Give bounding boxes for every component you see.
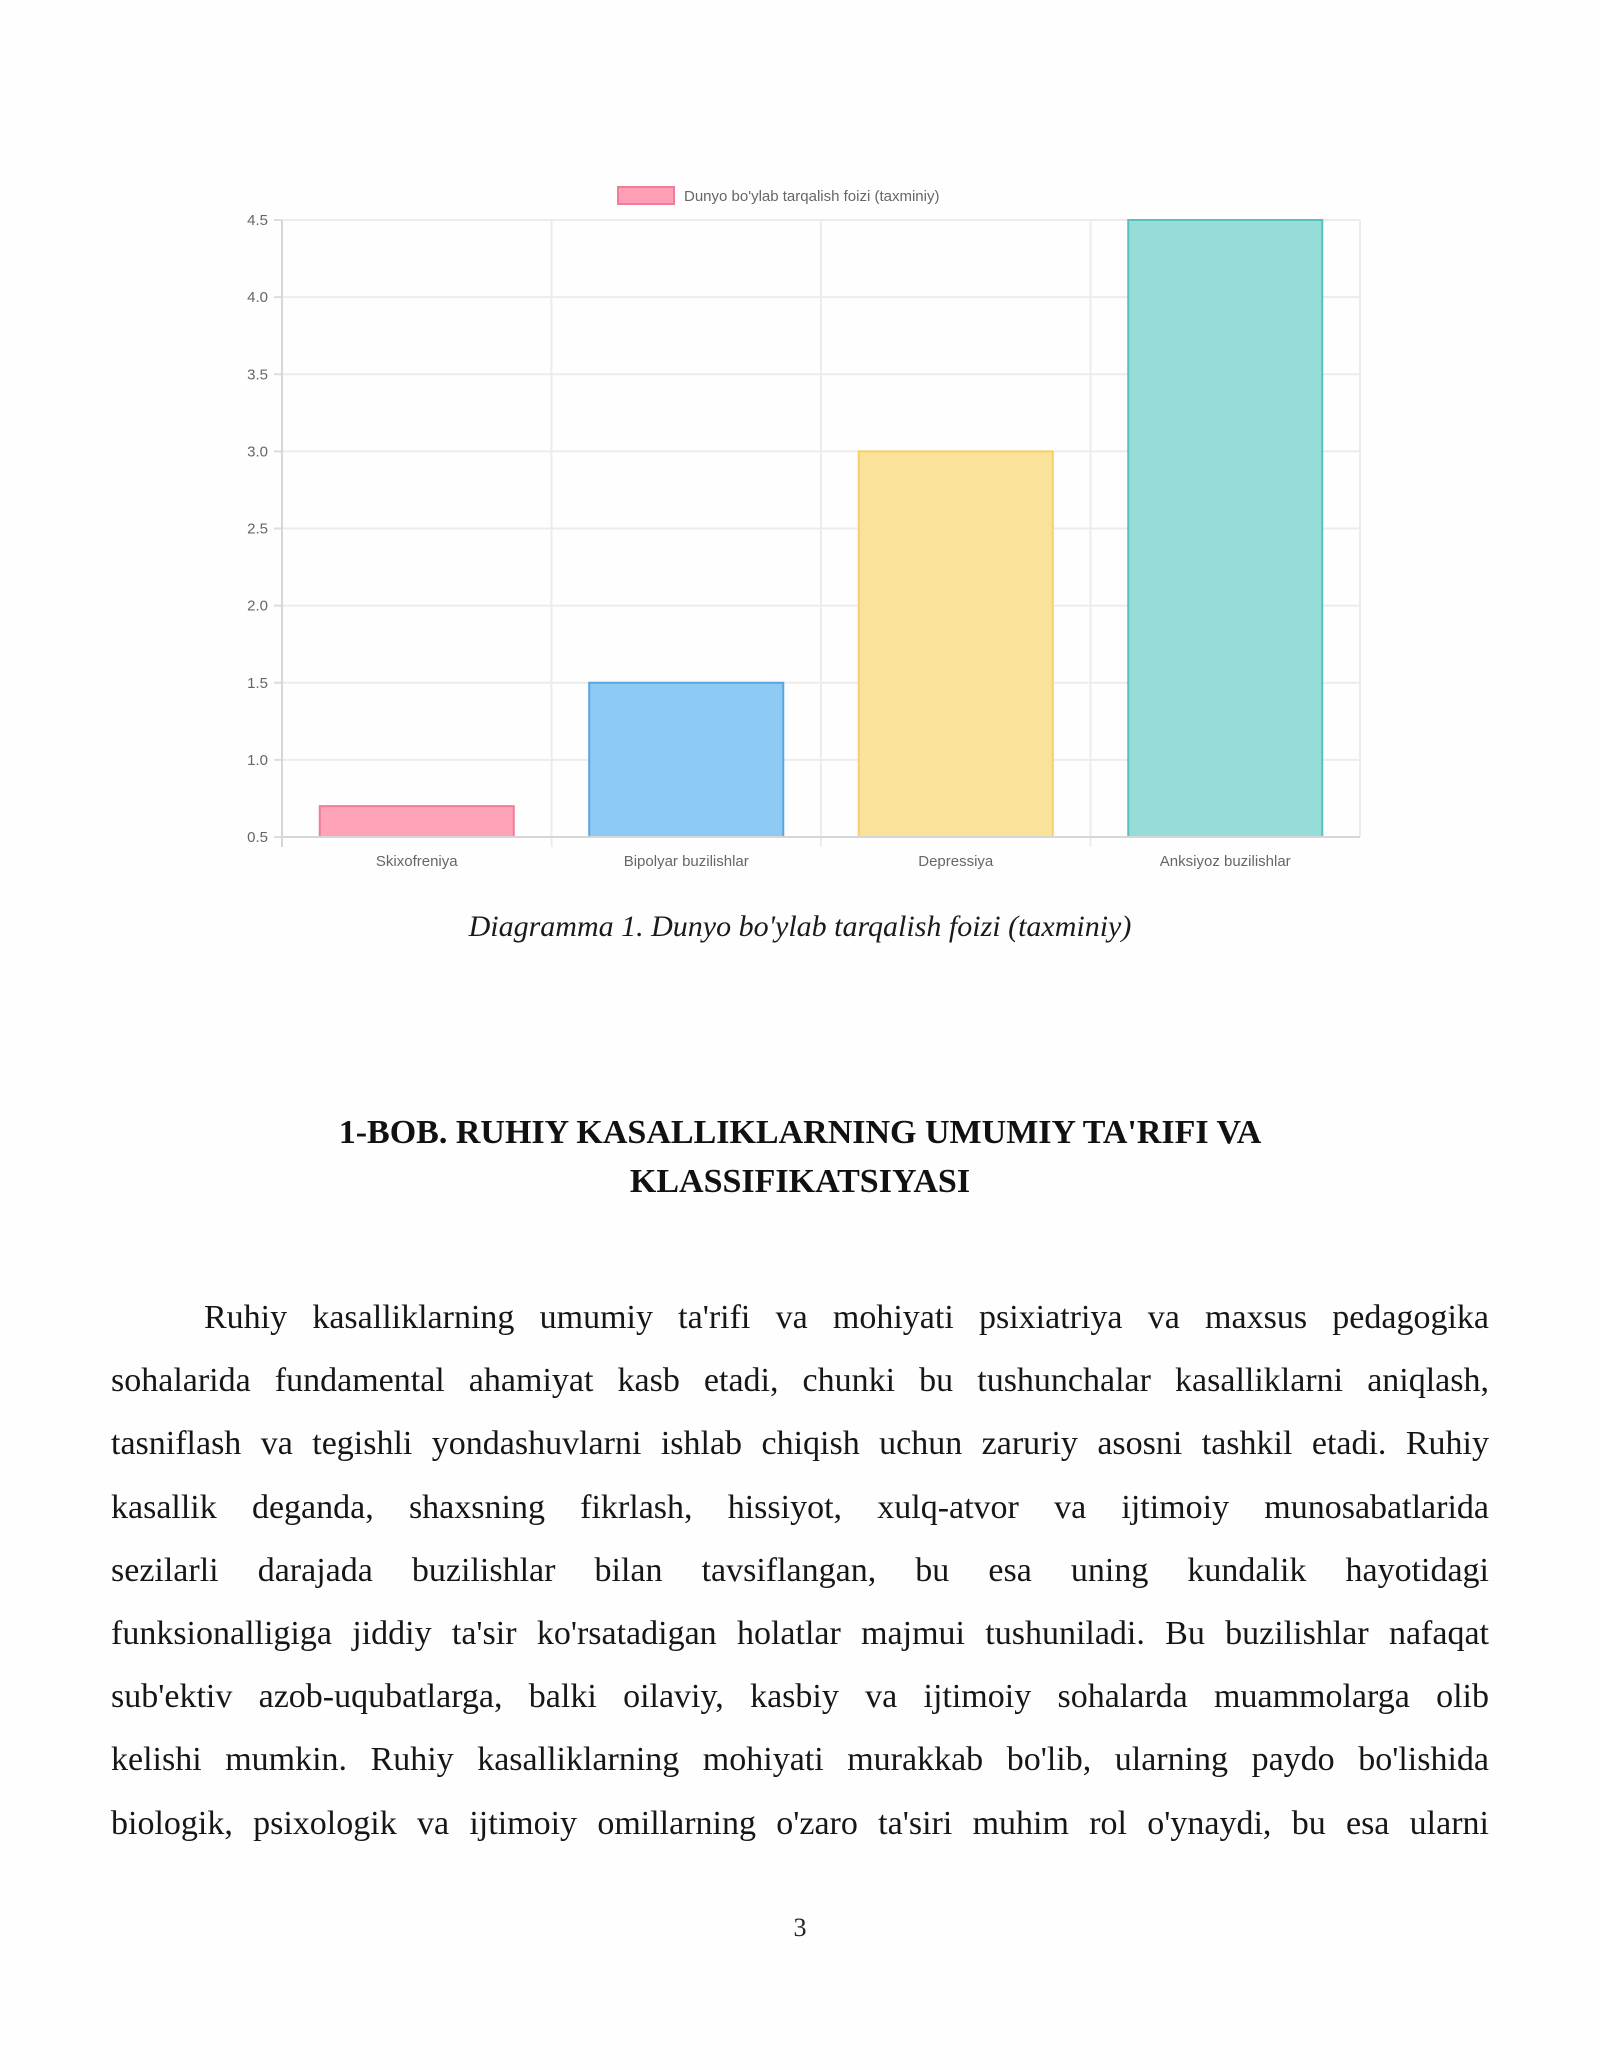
legend-label: Dunyo bo'ylab tarqalish foizi (taxminiy) — [684, 188, 940, 205]
x-tick-label: Skixofreniya — [375, 853, 458, 870]
paragraph-line: funksionalligiga jiddiy ta'sir ko'rsatadigan holatlar majmui tushuniladi. Bu buzilishlar nafaqat — [111, 1614, 1489, 1652]
y-tick-label: 2.0 — [247, 597, 268, 615]
y-tick-label: 1.5 — [247, 674, 268, 692]
y-tick-label: 1.0 — [247, 751, 268, 769]
bar-chart — [200, 170, 1380, 890]
bar — [320, 806, 514, 837]
bar — [859, 451, 1053, 837]
y-tick-label: 4.0 — [247, 289, 268, 307]
y-tick-label: 0.5 — [247, 829, 268, 846]
x-tick-label: Depressiya — [918, 853, 994, 870]
paragraph-line: biologik, psixologik va ijtimoiy omillarning o'zaro ta'siri muhim rol o'ynaydi, bu esa ularni — [111, 1804, 1489, 1842]
chapter-title — [200, 1108, 1400, 1206]
paragraph-line: sohalarida fundamental ahamiyat kasb etadi, chunki bu tushunchalar kasalliklarni aniqlash, — [111, 1362, 1489, 1400]
x-tick-label: Anksiyoz buzilishlar — [1159, 853, 1291, 870]
body-paragraph — [111, 1286, 1489, 1855]
y-tick-label: 4.5 — [247, 212, 268, 229]
chapter-title-line-2: KLASSIFIKATSIYASI — [629, 1163, 971, 1200]
paragraph-line: Ruhiy kasalliklarning umumiy ta'rifi va mohiyati psixiatriya va maxsus pedagogika — [204, 1299, 1489, 1336]
paragraph-line: sezilarli darajada buzilishlar bilan tavsiflangan, bu esa uning kundalik hayotidagi — [111, 1551, 1489, 1589]
y-tick-label: 3.5 — [247, 366, 268, 384]
paragraph-line: tasniflash va tegishli yondashuvlarni ishlab chiqish uchun zaruriy asosni tashkil etadi. Ruhiy — [111, 1425, 1489, 1463]
chapter-title-line-1: 1-BOB. RUHIY KASALLIKLARNING UMUMIY TA'RIFI VA — [338, 1114, 1262, 1151]
y-tick-label: 3.0 — [247, 443, 268, 461]
chart-legend — [618, 187, 939, 205]
y-tick-label: 2.5 — [247, 520, 268, 538]
paragraph-line: sub'ektiv azob-uqubatlarga, balki oilaviy, kasbiy va ijtimoiy sohalarda muammolarga olib — [111, 1678, 1489, 1716]
legend-swatch — [618, 187, 674, 204]
paragraph-line: kelishi mumkin. Ruhiy kasalliklarning mohiyati murakkab bo'lib, ularning paydo bo'lishida — [111, 1741, 1489, 1779]
bar — [589, 683, 783, 837]
paragraph-line: kasallik deganda, shaxsning fikrlash, hissiyot, xulq-atvor va ijtimoiy munosabatlarida — [111, 1488, 1489, 1526]
figure-caption: Diagramma 1. Dunyo bo'ylab tarqalish foizi (taxminiy) — [468, 910, 1132, 943]
bar — [1128, 220, 1322, 837]
page-number: 3 — [793, 1913, 807, 1942]
x-tick-label: Bipolyar buzilishlar — [623, 853, 749, 870]
